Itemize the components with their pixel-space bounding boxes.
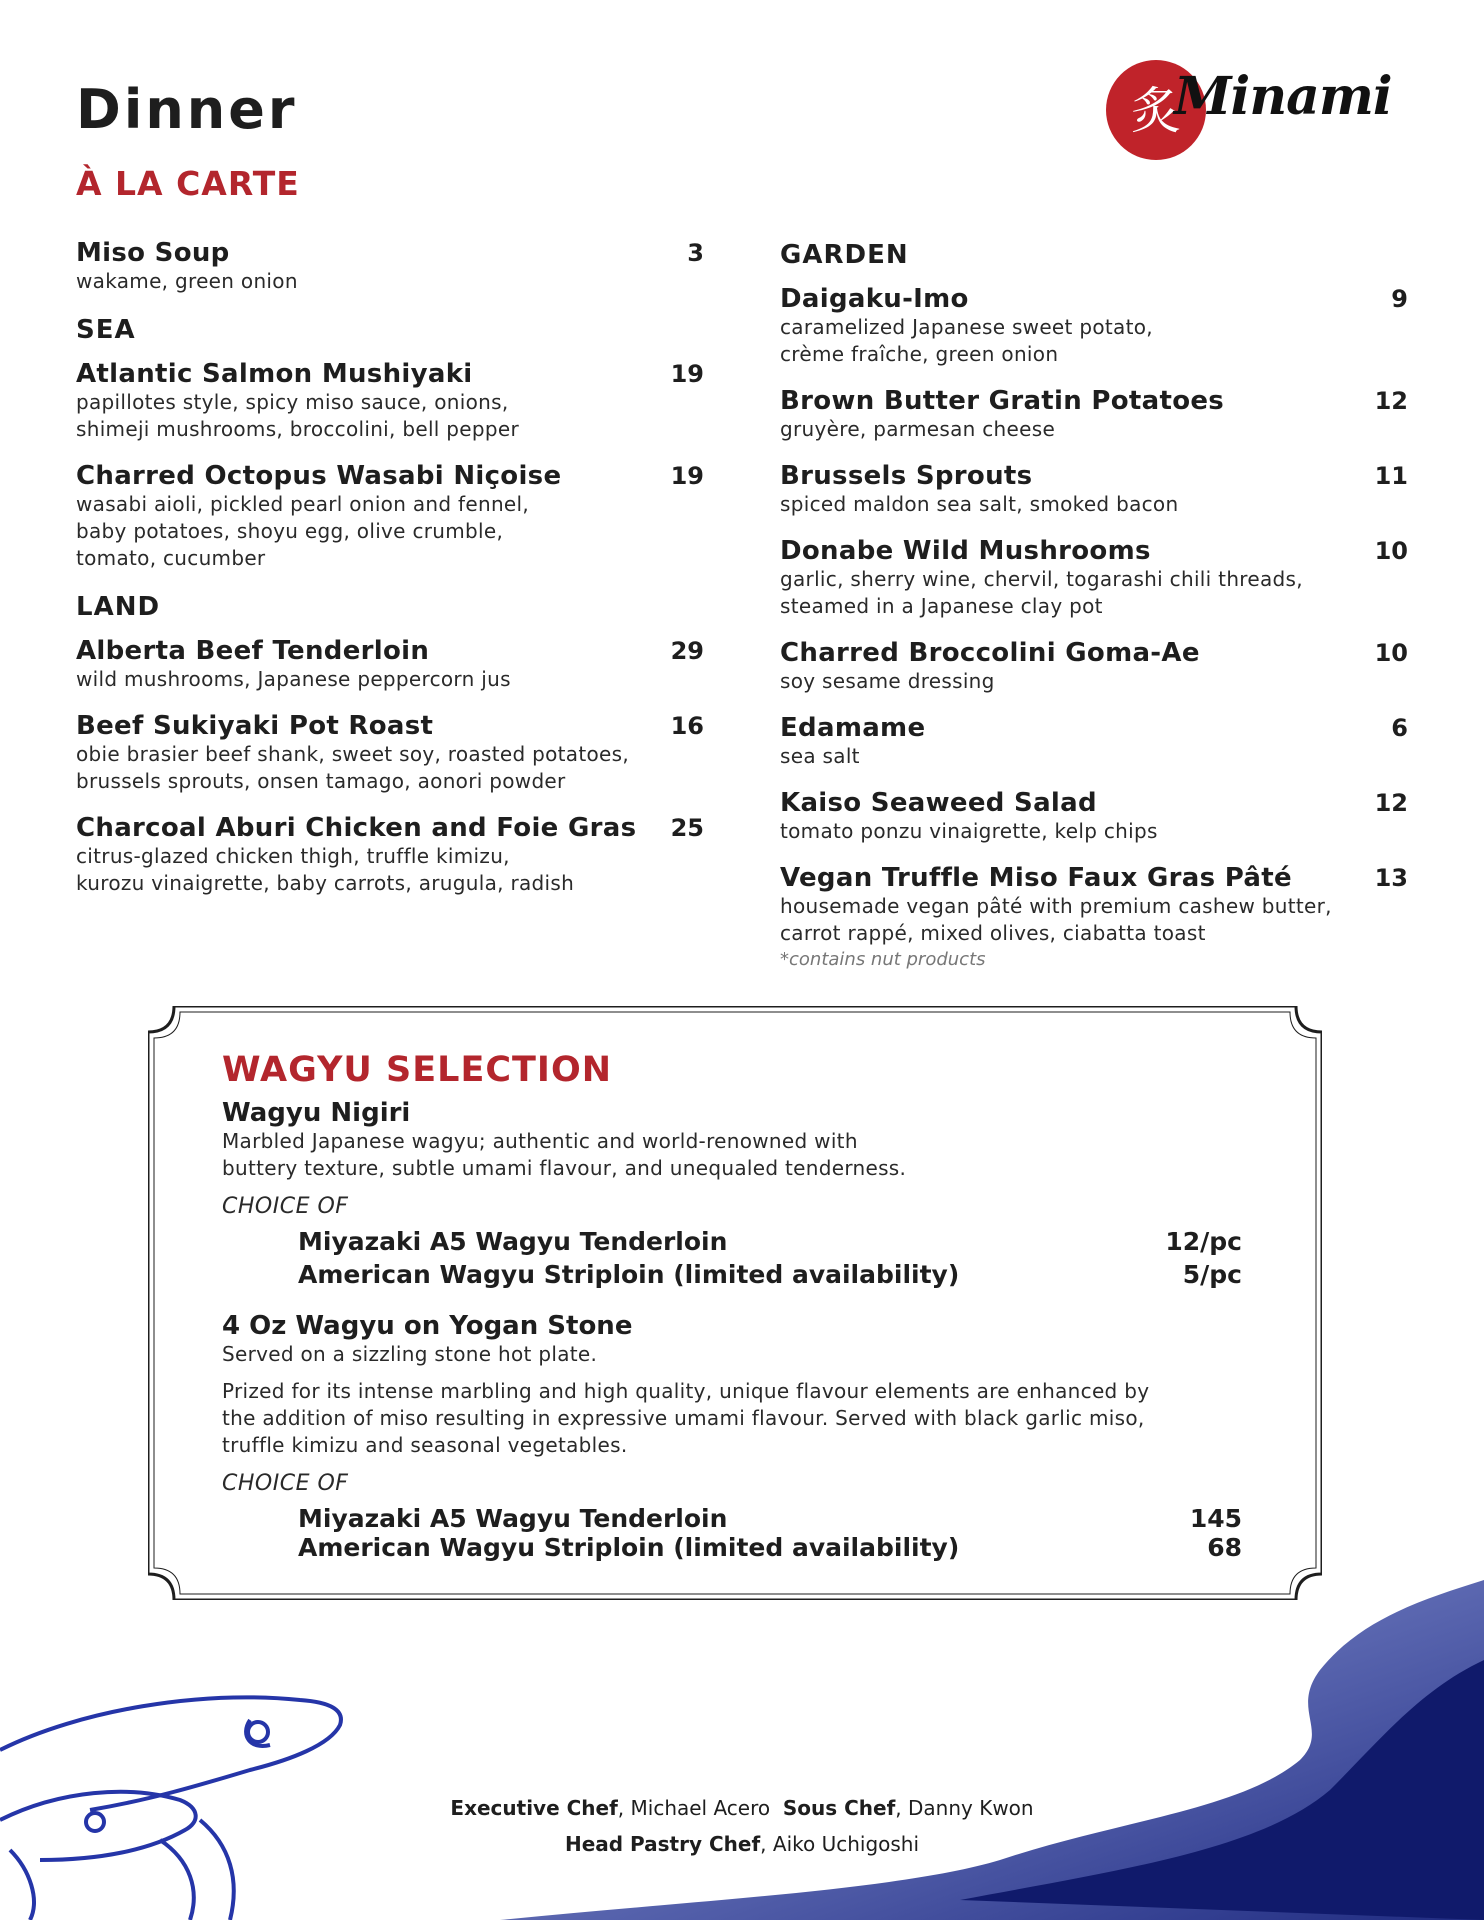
left-column (76, 238, 704, 915)
item-name: Kaiso Seaweed Salad (780, 788, 1097, 818)
credit-label: Executive Chef (450, 1796, 618, 1820)
item-name: Brown Butter Gratin Potatoes (780, 386, 1225, 416)
menu-item (780, 788, 1408, 845)
item-price: 10 (1374, 537, 1408, 565)
wagyu-selection-panel (148, 1006, 1322, 1600)
wagyu-option (298, 1227, 1242, 1256)
item-desc: Marbled Japanese wagyu; authentic and world-renowned with (222, 1129, 858, 1153)
menu-item (76, 461, 704, 572)
item-desc: gruyère, parmesan cheese (780, 417, 1056, 441)
item-desc: buttery texture, subtle umami flavour, and unequaled tenderness. (222, 1156, 907, 1180)
item-desc: kurozu vinaigrette, baby carrots, arugula, radish (76, 871, 575, 895)
option-price: 12/pc (1165, 1227, 1242, 1256)
item-price: 19 (670, 462, 704, 490)
wave-illustration (0, 1560, 1484, 1920)
chef-credits (0, 1790, 1484, 1862)
page-subtitle: À LA CARTE (76, 164, 300, 203)
minami-logo (1096, 52, 1392, 162)
item-desc: brussels sprouts, onsen tamago, aonori powder (76, 769, 566, 793)
choice-label: CHOICE OF (222, 1471, 349, 1496)
item-name: Charcoal Aburi Chicken and Foie Gras (76, 813, 637, 843)
item-desc: papillotes style, spicy miso sauce, onions, (76, 390, 509, 414)
item-desc: wild mushrooms, Japanese peppercorn jus (76, 667, 511, 691)
logo-text: Minami (1174, 66, 1392, 127)
item-price: 12 (1374, 387, 1408, 415)
option-price: 5/pc (1182, 1260, 1242, 1289)
item-price: 13 (1374, 864, 1408, 892)
item-desc: Served on a sizzling stone hot plate. (222, 1342, 598, 1366)
section-heading-sea: SEA (76, 315, 136, 345)
item-desc: housemade vegan pâté with premium cashew butter, (780, 894, 1332, 918)
credit-label: Sous Chef (782, 1796, 896, 1820)
option-name: Miyazaki A5 Wagyu Tenderloin (298, 1504, 728, 1533)
item-desc: wakame, green onion (76, 269, 298, 293)
item-desc: steamed in a Japanese clay pot (780, 594, 1103, 618)
item-price: 9 (1391, 285, 1408, 313)
item-name: Edamame (780, 713, 926, 743)
credit-name: , Aiko Uchigoshi (760, 1832, 920, 1856)
credit-name: , Danny Kwon (895, 1796, 1034, 1820)
item-desc: tomato, cucumber (76, 546, 266, 570)
item-desc: soy sesame dressing (780, 669, 995, 693)
item-name: Vegan Truffle Miso Faux Gras Pâté (780, 863, 1292, 893)
item-price: 29 (670, 637, 704, 665)
item-desc: obie brasier beef shank, sweet soy, roasted potatoes, (76, 742, 629, 766)
item-name: Atlantic Salmon Mushiyaki (76, 359, 473, 389)
option-price: 145 (1189, 1504, 1242, 1533)
section-heading-land: LAND (76, 592, 161, 622)
item-desc: citrus-glazed chicken thigh, truffle kimizu, (76, 844, 510, 868)
item-note: *contains nut products (780, 949, 986, 970)
item-desc: shimeji mushrooms, broccolini, bell pepper (76, 417, 520, 441)
menu-item (76, 636, 704, 693)
menu-item (780, 461, 1408, 518)
item-desc: wasabi aioli, pickled pearl onion and fennel, (76, 492, 530, 516)
item-price: 11 (1374, 462, 1408, 490)
menu-item (780, 863, 1408, 970)
item-desc: baby potatoes, shoyu egg, olive crumble, (76, 519, 504, 543)
item-name: Alberta Beef Tenderloin (76, 636, 430, 666)
item-name: Charred Octopus Wasabi Niçoise (76, 461, 562, 491)
item-desc: carrot rappé, mixed olives, ciabatta toast (780, 921, 1206, 945)
wagyu-option (298, 1533, 1242, 1562)
item-desc: crème fraîche, green onion (780, 342, 1059, 366)
menu-item (76, 359, 704, 443)
option-price: 68 (1207, 1533, 1242, 1562)
item-desc: garlic, sherry wine, chervil, togarashi chili threads, (780, 567, 1303, 591)
page-title: Dinner (76, 78, 298, 141)
option-name: Miyazaki A5 Wagyu Tenderloin (298, 1227, 728, 1256)
item-price: 3 (687, 239, 704, 267)
item-desc: caramelized Japanese sweet potato, (780, 315, 1153, 339)
item-name: Miso Soup (76, 238, 230, 268)
item-price: 12 (1374, 789, 1408, 817)
item-name: Brussels Sprouts (780, 461, 1033, 491)
option-name: American Wagyu Striploin (limited availability) (298, 1533, 960, 1562)
section-heading-garden: GARDEN (780, 240, 909, 270)
item-price: 19 (670, 360, 704, 388)
menu-item (780, 638, 1408, 695)
wagyu-title: WAGYU SELECTION (222, 1050, 612, 1090)
credit-name: , Michael Acero (617, 1796, 771, 1820)
item-desc: Prized for its intense marbling and high quality, unique flavour elements are enhanced by (222, 1379, 1150, 1403)
item-price: 6 (1391, 714, 1408, 742)
wagyu-option (298, 1260, 1242, 1289)
item-name: Donabe Wild Mushrooms (780, 536, 1151, 566)
wagyu-nigiri-name: Wagyu Nigiri (222, 1098, 411, 1128)
wagyu-stone-name: 4 Oz Wagyu on Yogan Stone (222, 1311, 633, 1341)
item-desc: tomato ponzu vinaigrette, kelp chips (780, 819, 1158, 843)
item-name: Beef Sukiyaki Pot Roast (76, 711, 434, 741)
item-desc: sea salt (780, 744, 860, 768)
logo-kanji: 炙 (1131, 82, 1181, 140)
menu-item (780, 386, 1408, 443)
item-name: Charred Broccolini Goma-Ae (780, 638, 1200, 668)
item-price: 10 (1374, 639, 1408, 667)
menu-item (780, 284, 1408, 368)
item-desc: truffle kimizu and seasonal vegetables. (222, 1433, 628, 1457)
item-desc: spiced maldon sea salt, smoked bacon (780, 492, 1179, 516)
option-name: American Wagyu Striploin (limited availability) (298, 1260, 960, 1289)
menu-item (76, 711, 704, 795)
menu-item (780, 536, 1408, 620)
menu-item (780, 713, 1408, 770)
choice-label: CHOICE OF (222, 1194, 349, 1219)
item-desc: the addition of miso resulting in expressive umami flavour. Served with black garlic miso, (222, 1406, 1145, 1430)
item-price: 25 (670, 814, 704, 842)
item-price: 16 (670, 712, 704, 740)
menu-item (76, 238, 704, 295)
menu-item (76, 813, 704, 897)
garden-column (780, 240, 1408, 988)
credit-label: Head Pastry Chef (564, 1832, 761, 1856)
item-name: Daigaku-Imo (780, 284, 969, 314)
wagyu-option (298, 1504, 1242, 1533)
